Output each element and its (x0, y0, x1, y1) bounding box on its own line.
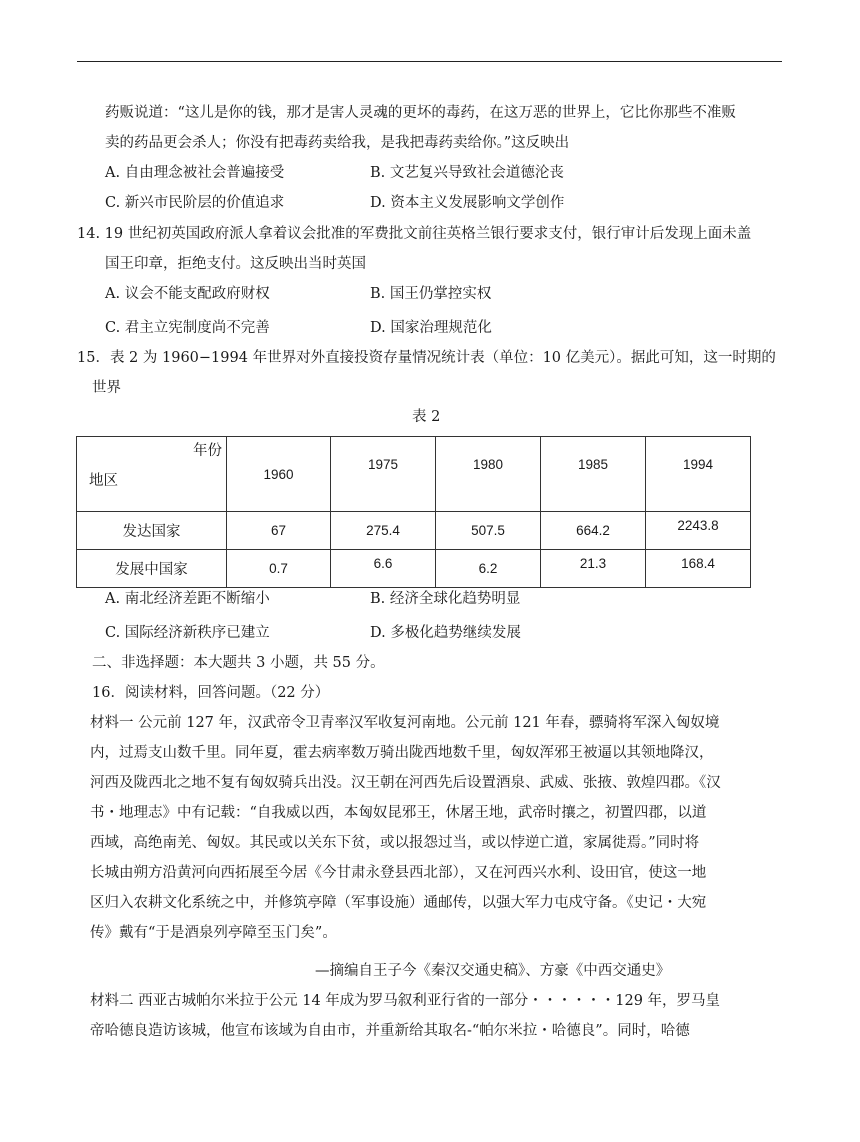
q15-stem-line-2: 世界 (92, 380, 121, 396)
year-cell-1975: 1975 (331, 437, 436, 512)
material1-line: 材料一 公元前 127 年，汉武帝令卫青率汉军收复河南地。公元前 121 年春，骠骑将军深入匈奴境 (90, 715, 720, 731)
q13-option-a: A. 自由理念被社会普遍接受 (105, 165, 285, 181)
value-cell: 2243.8 (646, 512, 751, 550)
q13-stem-line-1: 药贩说道：“这儿是你的钱，那才是害人灵魂的更坏的毒药，在这万恶的世界上，它比你那些不准贩 (105, 105, 736, 121)
material1-line: 区归入农耕文化系统之中，并修筑亭障（军事设施）通邮传，以强大军力屯戍守备。《史记・大宛 (90, 895, 707, 911)
q14-stem-line-2: 国王印章，拒绝支付。这反映出当时英国 (105, 256, 366, 272)
q13-stem-line-2: 卖的药品更会杀人；你没有把毒药卖给我，是我把毒药卖给你。”这反映出 (105, 135, 570, 151)
q14-option-b: B. 国王仍掌控实权 (370, 286, 492, 302)
value-cell: 0.7 (227, 550, 331, 588)
q15-option-c: C. 国际经济新秩序已建立 (105, 625, 270, 641)
q14-option-a: A. 议会不能支配政府财权 (105, 286, 270, 302)
fdi-stock-table (76, 436, 751, 588)
table-header-row (77, 437, 751, 512)
q15-option-a: A. 南北经济差距不断缩小 (105, 591, 270, 607)
year-cell-1994: 1994 (646, 437, 751, 512)
material1-line: 河西及陇西北之地不复有匈奴骑兵出没。汉王朝在河西先后设置酒泉、武威、张掖、敦煌四郡。《汉 (90, 775, 721, 791)
year-cell-1985: 1985 (541, 437, 646, 512)
material1-line: 内，过焉支山数千里。同年夏，霍去病率数万骑出陇西地数千里，匈奴浑邪王被逼以其领地降汉， (90, 745, 714, 761)
material1-line: 西域，高绝南羌、匈奴。其民或以关东下贫，或以报怨过当，或以悖逆亡道，家属徙焉。”同时将 (90, 835, 700, 851)
value-cell: 6.6 (331, 550, 436, 588)
material2-line: 帝哈德良造访该城，他宣布该域为自由市，并重新给其取名-“帕尔米拉・哈德良”。同时，哈德 (90, 1023, 690, 1039)
header-rule (77, 61, 782, 62)
header-year-label: 年份 (193, 443, 222, 459)
value-cell: 67 (227, 512, 331, 550)
material1-line: 传》戴有“于是酒泉列亭障至玉门矣”。 (90, 925, 337, 941)
material1-line: 长城由朔方沿黄河向西拓展至今居《今甘肃永登县西北部），又在河西兴水利、设田官，使这一地 (90, 865, 707, 881)
value-cell: 275.4 (331, 512, 436, 550)
table-row-developed (77, 512, 751, 550)
q14-stem-line-1: 14. 19 世纪初英国政府派人拿着议会批准的军费批文前往英格兰银行要求支付，银行审计后发现上面未盖 (77, 226, 752, 242)
value-cell: 507.5 (436, 512, 541, 550)
region-cell: 发展中国家 (77, 550, 227, 588)
material2-line: 材料二 西亚古城帕尔米拉于公元 14 年成为罗马叙利亚行省的一部分・・・・・・129 年，罗马皇 (90, 993, 721, 1009)
q15-option-d: D. 多极化趋势继续发展 (370, 625, 521, 641)
table-row-developing (77, 550, 751, 588)
q13-option-b: B. 文艺复兴导致社会道德沦丧 (370, 165, 564, 181)
region-cell: 发达国家 (77, 512, 227, 550)
material1-source: —摘编自王子今《秦汉交通史稿》、方豪《中西交通史》 (315, 963, 671, 979)
year-cell-1960: 1960 (227, 437, 331, 512)
value-cell: 6.2 (436, 550, 541, 588)
section-heading: 二、非选择题：本大题共 3 小题，共 55 分。 (92, 655, 385, 671)
table-caption: 表 2 (412, 409, 441, 425)
q14-option-d: D. 国家治理规范化 (370, 320, 492, 336)
value-cell: 21.3 (541, 550, 646, 588)
year-cell-1980: 1980 (436, 437, 541, 512)
q13-option-d: D. 资本主义发展影响文学创作 (370, 195, 565, 211)
material1-line: 书・地理志》中有记载：“自我威以西，本匈奴昆邪王，休屠王地，武帝时攘之，初置四郡，以道 (90, 805, 707, 821)
q15-option-b: B. 经济全球化趋势明显 (370, 591, 521, 607)
q15-stem-line-1: 15．表 2 为 1960−1994 年世界对外直接投资存量情况统计表（单位：10 亿美元）。据此可知，这一时期的 (77, 350, 776, 366)
table-diagonal-header-cell (77, 437, 227, 512)
value-cell: 168.4 (646, 550, 751, 588)
q13-option-c: C. 新兴市民阶层的价值追求 (105, 195, 285, 211)
header-region-label: 地区 (89, 473, 118, 489)
value-cell: 664.2 (541, 512, 646, 550)
q16-intro: 16．阅读材料，回答问题。（22 分） (92, 685, 330, 701)
q14-option-c: C. 君主立宪制度尚不完善 (105, 320, 270, 336)
